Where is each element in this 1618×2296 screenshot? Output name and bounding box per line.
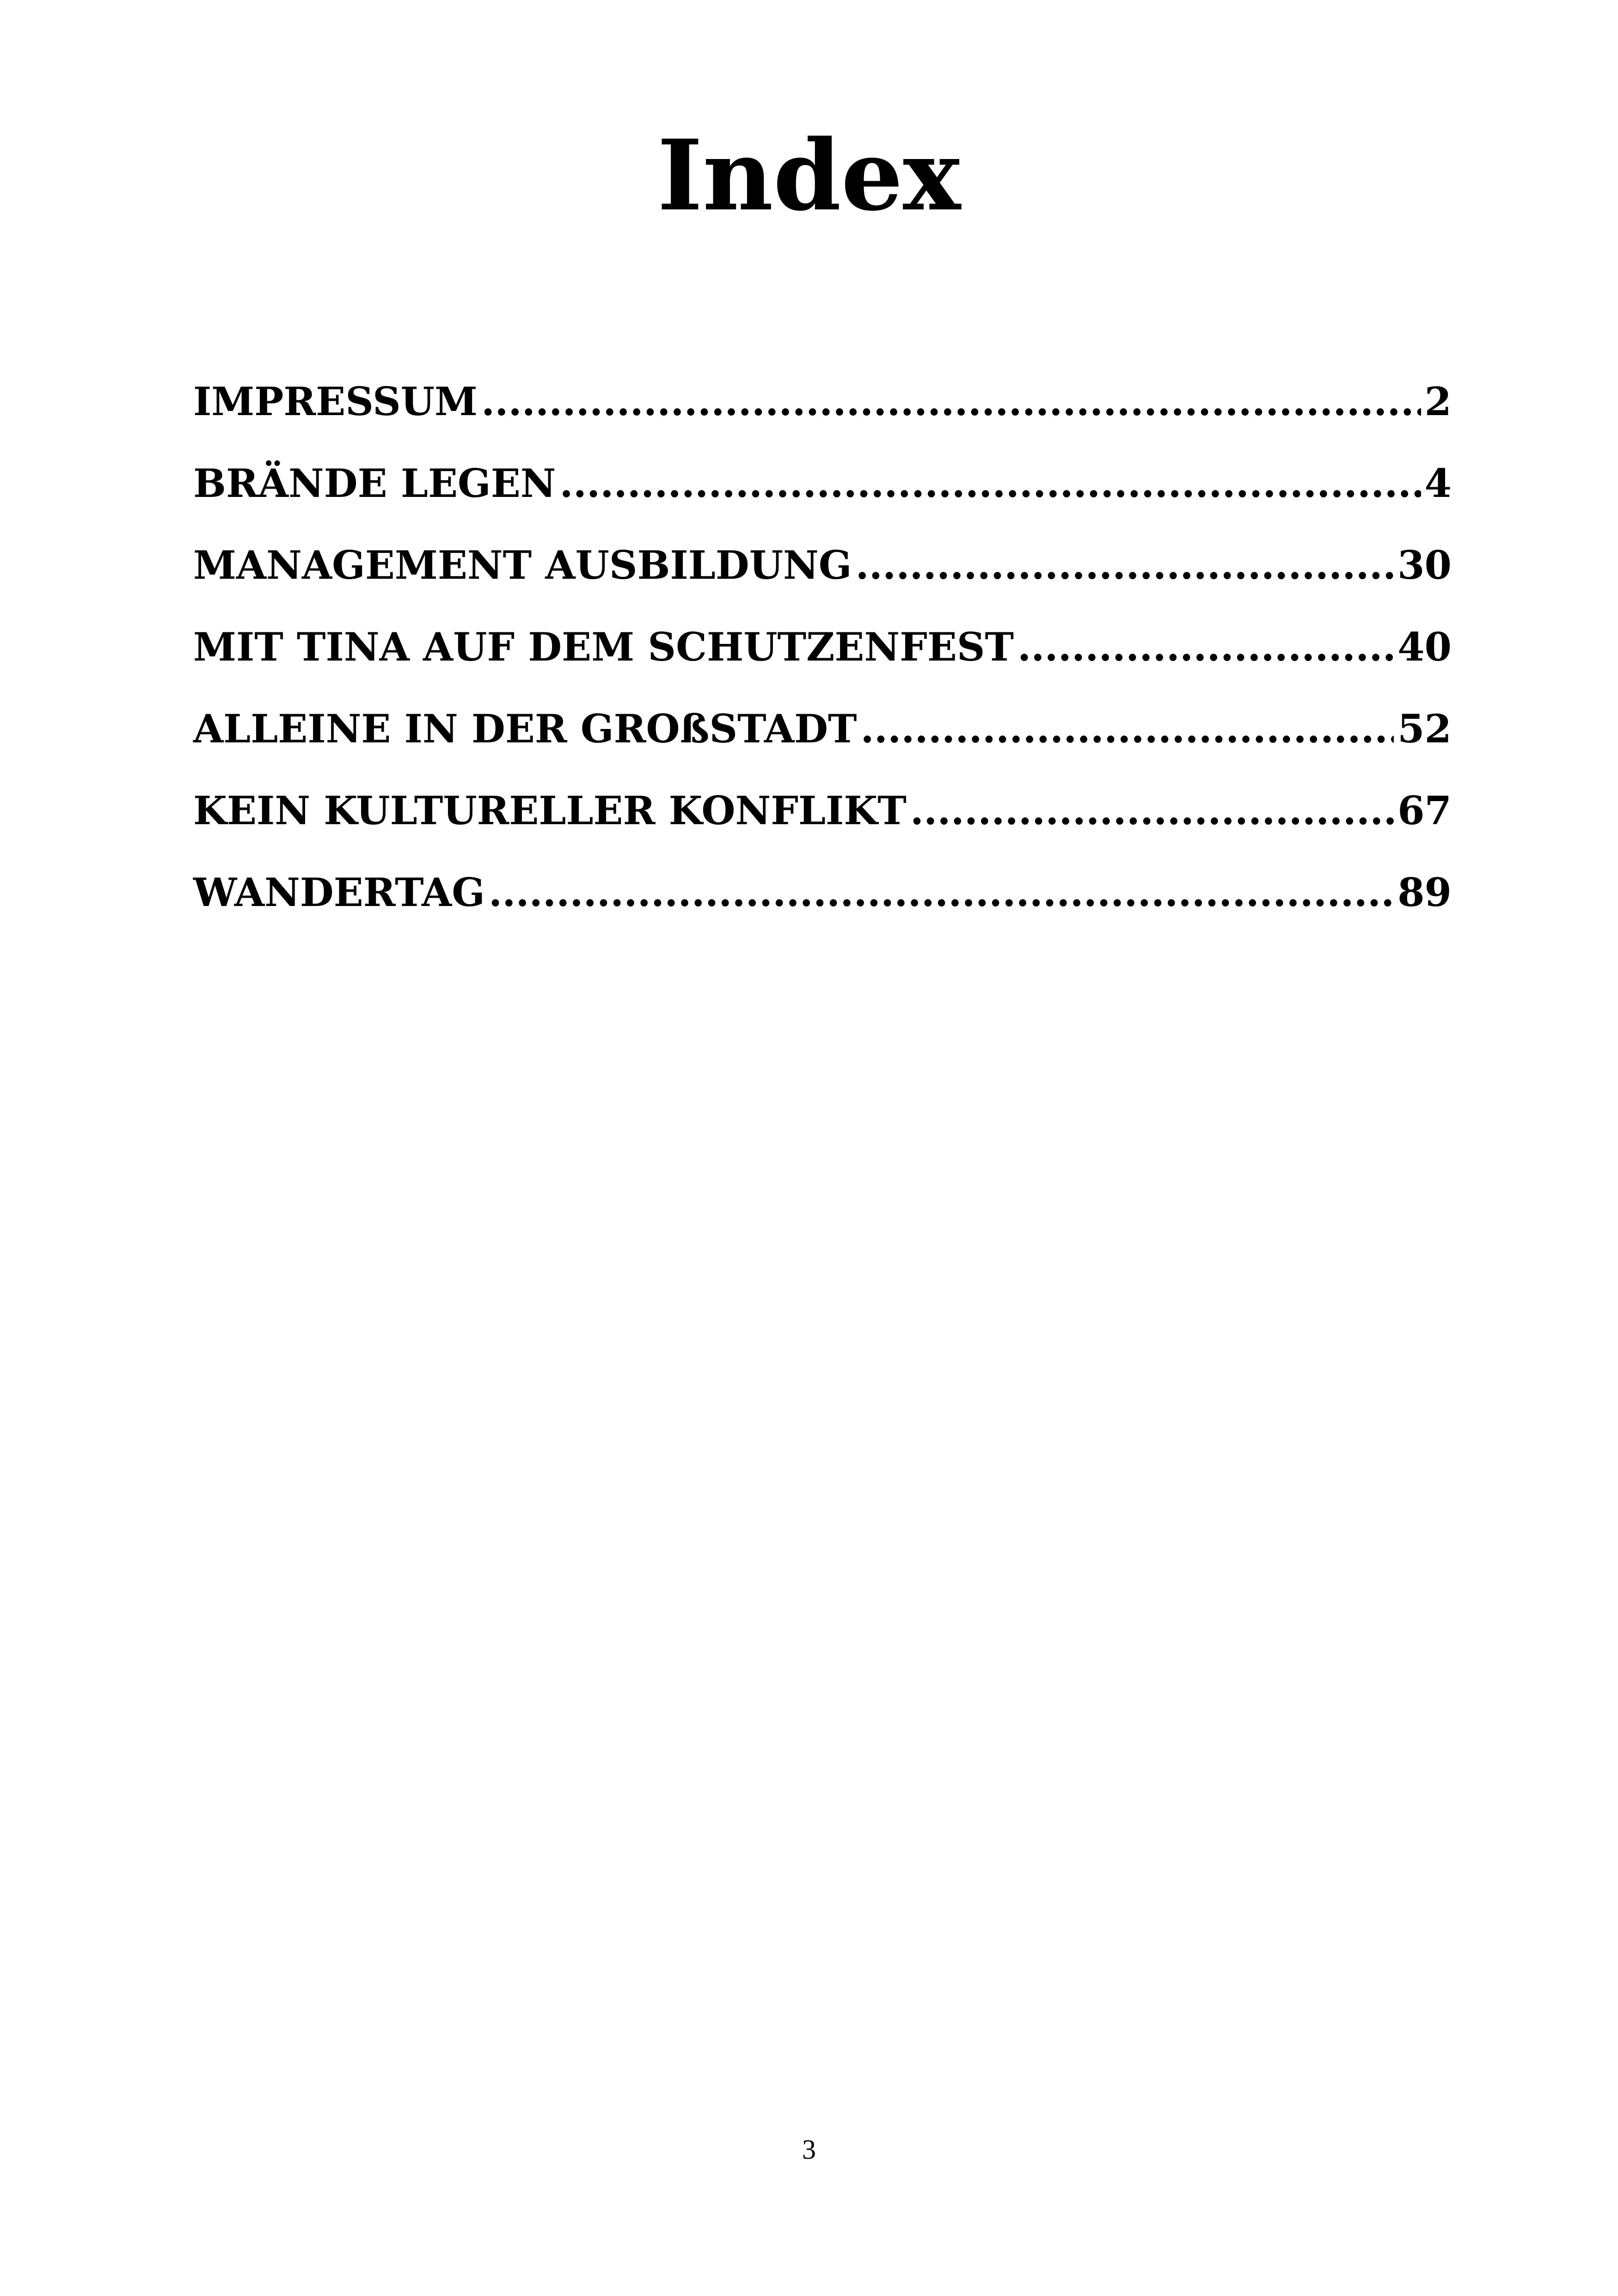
toc-entry-kein-kultureller-konflikt[interactable] xyxy=(193,770,1452,851)
toc-entry-label: MANAGEMENT AUSBILDUNG xyxy=(193,542,852,588)
toc-entry-label: KEIN KULTURELLER KONFLIKT xyxy=(193,788,907,833)
toc-dot-leader xyxy=(1017,606,1394,688)
page-number: 3 xyxy=(802,2134,816,2165)
toc-entry-page-number: 52 xyxy=(1397,706,1452,752)
toc-entry-label: ALLEINE IN DER GROßSTADT xyxy=(193,706,857,752)
toc-entry-page-number: 30 xyxy=(1397,542,1452,588)
toc-entry-management-ausbildung[interactable] xyxy=(193,524,1452,606)
toc-entry-alleine-in-der-grossstadt[interactable] xyxy=(193,688,1452,770)
toc-entry-label: WANDERTAG xyxy=(193,869,485,915)
toc-entry-wandertag[interactable] xyxy=(193,851,1452,933)
toc-entry-label: MIT TINA AUF DEM SCHUTZENFEST xyxy=(193,624,1014,670)
toc-entry-impressum[interactable] xyxy=(193,361,1452,442)
toc-dot-leader xyxy=(861,688,1394,770)
toc-entry-label: BRÄNDE LEGEN xyxy=(193,460,556,506)
toc-entry-mit-tina[interactable] xyxy=(193,606,1452,688)
toc-entry-page-number: 2 xyxy=(1424,379,1452,424)
toc-entry-page-number: 40 xyxy=(1397,624,1452,670)
toc-dot-leader xyxy=(489,851,1394,933)
table-of-contents xyxy=(193,361,1452,933)
toc-entry-page-number: 4 xyxy=(1424,460,1452,506)
toc-dot-leader xyxy=(560,442,1421,524)
toc-dot-leader xyxy=(910,770,1394,851)
toc-entry-braende-legen[interactable] xyxy=(193,442,1452,524)
toc-entry-label: IMPRESSUM xyxy=(193,379,478,424)
toc-dot-leader xyxy=(481,361,1421,442)
page-title: Index xyxy=(657,118,961,233)
toc-entry-page-number: 89 xyxy=(1397,869,1452,915)
toc-dot-leader xyxy=(855,524,1394,606)
toc-entry-page-number: 67 xyxy=(1397,788,1452,833)
